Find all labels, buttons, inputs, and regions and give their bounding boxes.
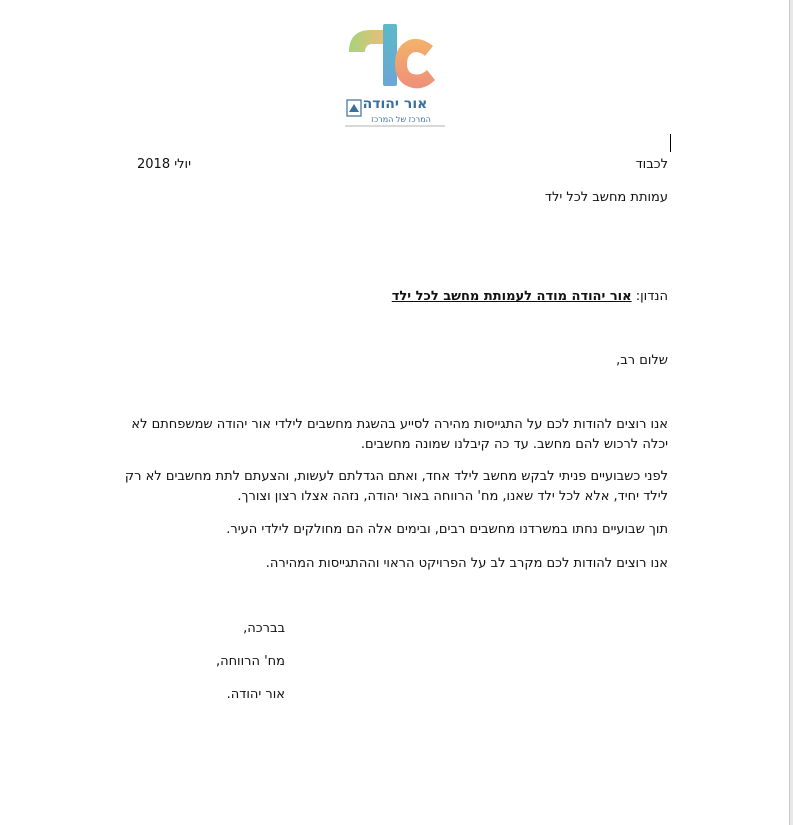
body-paragraph: אנו רוצים להודות לכם מקרב לב על הפרויקט הראוי וההתגייסות המהירה.: [265, 556, 668, 571]
page-edge: [789, 0, 793, 825]
closing: בברכה,: [243, 621, 285, 636]
city-logo-icon: [343, 22, 447, 128]
subject-line: [392, 288, 668, 305]
logo-name: אור יהודה: [362, 96, 428, 112]
recipient-line: לכבוד: [635, 157, 668, 172]
signature-dept: מח' הרווחה,: [215, 654, 285, 669]
logo-tagline: המרכז של המרכז: [371, 115, 431, 124]
subject-text: אור יהודה מודה לעמותת מחשב לכל ילד: [391, 289, 632, 304]
subject-label: הנדון:: [635, 289, 668, 304]
body-paragraph: אנו רוצים להודות לכם על התגייסות מהירה לסייע בהשגת מחשבים לילדי אור יהודה שמשפחתם לא יכלה לרכוש להם מחשב. עד כה קיבלנו שמונה מחשבים.: [131, 417, 668, 452]
text-cursor: [670, 134, 671, 152]
signature-city: אור יהודה.: [226, 687, 285, 702]
greeting: שלום רב,: [616, 353, 668, 368]
letter-date: יולי 2018: [137, 157, 191, 172]
body-paragraph: תוך שבועיים נחתו במשרדנו מחשבים רבים, ובימים אלה הם מחולקים לילדי העיר.: [226, 522, 668, 537]
organization-line: עמותת מחשב לכל ילד: [544, 190, 668, 205]
city-logo: [343, 22, 447, 128]
body-paragraph: לפני כשבועיים פניתי לבקש מחשב לילד אחד, ואתם הגדלתם לעשות, והצעתם לתת מחשבים לא רק לילד יחיד, אלא לכל ילד שאנו, מח' הרווחה באור יהודה, נזהה אצלו רצון וצורך.: [124, 469, 668, 504]
